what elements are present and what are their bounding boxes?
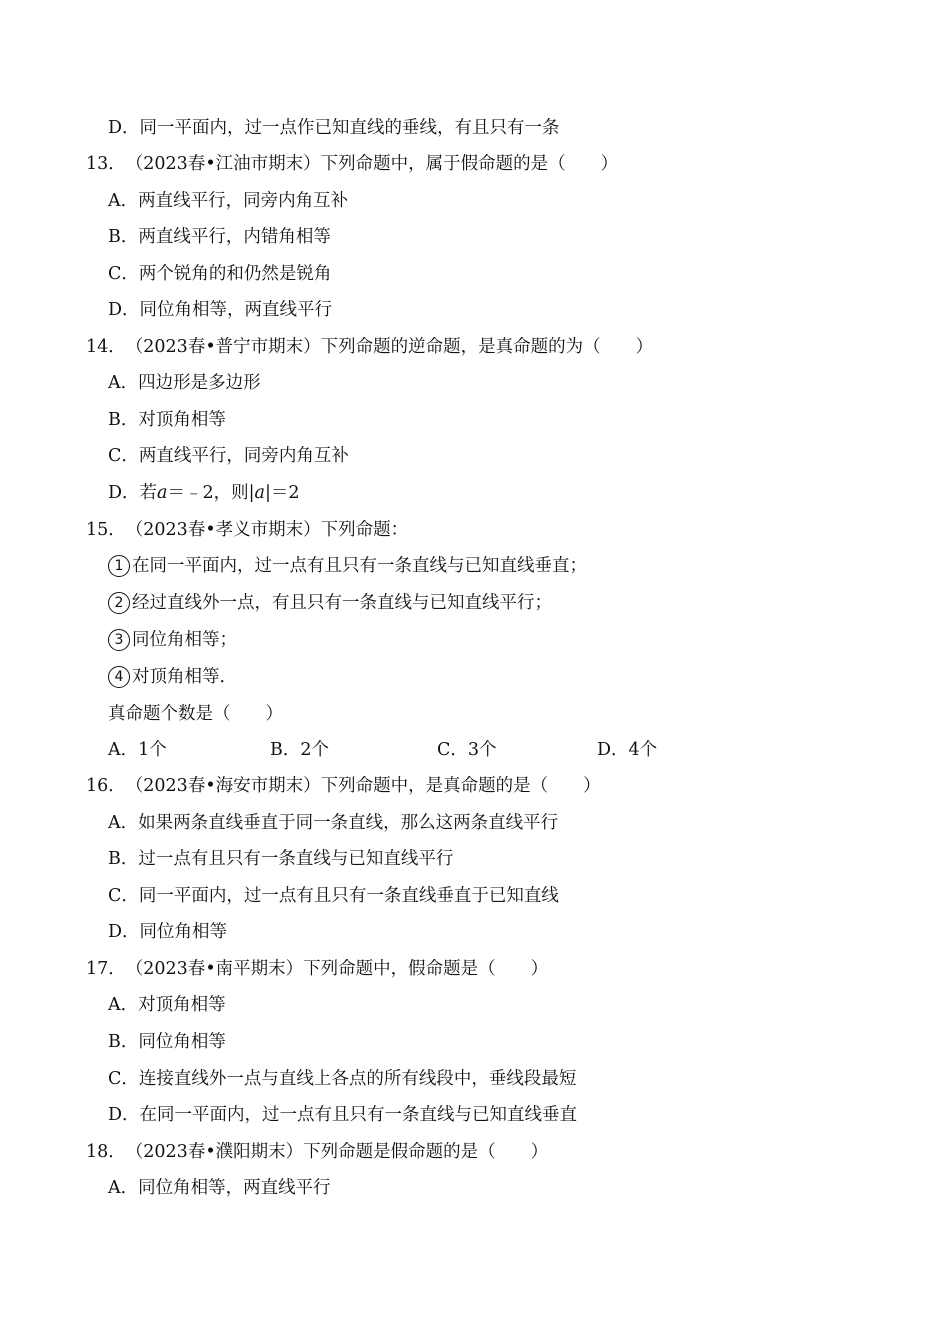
option-label: D． (108, 483, 140, 503)
question-14-stem (86, 335, 653, 359)
option-label: D． (108, 1105, 140, 1125)
q13-option-d (108, 298, 332, 322)
option-label: A． (108, 740, 139, 760)
option-text: 对顶角相等 (138, 995, 226, 1015)
option-label: A． (108, 995, 139, 1015)
option-label: C． (108, 1069, 139, 1089)
option-label: A． (108, 373, 139, 393)
q17-option-c (108, 1067, 576, 1091)
option-text: 若 (139, 483, 158, 503)
option-label: B． (108, 1032, 139, 1052)
circled-number: 3 (108, 629, 130, 651)
q17-option-a (108, 993, 226, 1017)
question-16-stem (86, 774, 601, 798)
option-text: 3个 (467, 740, 497, 760)
question-stem-text: （2023春•普宁市期末）下列命题的逆命题，是真命题的为（ ） (125, 337, 654, 357)
option-label: D． (108, 922, 140, 942)
option-text: 同位角相等，两直线平行 (139, 300, 333, 320)
q15-statement-2 (108, 591, 552, 615)
q14-option-c (108, 444, 349, 468)
q13-option-b (108, 225, 331, 249)
equation-part: |＝2 (264, 483, 300, 503)
q15-sub-stem (108, 702, 283, 726)
option-label: C． (108, 264, 139, 284)
question-stem-text: （2023春•江油市期末）下列命题中，属于假命题的是（ ） (125, 154, 619, 174)
option-text: 同位角相等，两直线平行 (138, 1178, 331, 1198)
question-17-stem (86, 957, 548, 981)
sub-stem-text: 真命题个数是（ ） (108, 704, 283, 724)
option-text: 如果两条直线垂直于同一条直线，那么这两条直线平行 (138, 813, 559, 833)
option-label: B． (108, 227, 139, 247)
statement-text: 经过直线外一点，有且只有一条直线与已知直线平行； (132, 593, 552, 613)
q15-statement-3 (108, 628, 237, 652)
q15-statement-4 (108, 665, 237, 689)
question-stem-text: （2023春•南平期末）下列命题中，假命题是（ ） (125, 959, 549, 979)
q15-statement-1 (108, 554, 587, 578)
q18-option-a (108, 1176, 331, 1200)
option-label: A． (108, 191, 139, 211)
option-text: 连接直线外一点与直线上各点的所有线段中，垂线段最短 (138, 1069, 577, 1089)
circled-number: 2 (108, 592, 130, 614)
question-number: 18． (86, 1142, 126, 1162)
question-number: 16． (86, 776, 126, 796)
option-d-prev (108, 116, 560, 140)
q16-option-b (108, 847, 453, 871)
question-15-stem (86, 518, 408, 542)
question-number: 17． (86, 959, 126, 979)
q15-option-a (108, 738, 167, 762)
option-text: 2个 (300, 740, 330, 760)
q17-option-b (108, 1030, 226, 1054)
option-text: 两直线平行，内错角相等 (138, 227, 331, 247)
option-label: D． (108, 118, 140, 138)
option-text: 两直线平行，同旁内角互补 (138, 191, 349, 211)
option-text: 同一平面内，过一点有且只有一条直线垂直于已知直线 (138, 886, 559, 906)
q13-option-c (108, 262, 331, 286)
option-label: A． (108, 1178, 139, 1198)
option-label: B． (108, 849, 139, 869)
option-label: D． (597, 740, 629, 760)
question-13-stem (86, 152, 618, 176)
option-text: 4个 (628, 740, 658, 760)
question-stem-text: （2023春•孝义市期末）下列命题： (125, 520, 409, 540)
option-text: 两个锐角的和仍然是锐角 (138, 264, 332, 284)
q16-option-a (108, 811, 558, 835)
q14-option-a (108, 371, 261, 395)
question-18-stem (86, 1140, 548, 1164)
q15-option-d (597, 738, 657, 762)
option-label: C． (108, 886, 139, 906)
question-number: 15． (86, 520, 126, 540)
option-label: B． (270, 740, 301, 760)
equation-part: ＝﹣2，则| (167, 483, 255, 503)
option-text: 在同一平面内，过一点有且只有一条直线与已知直线垂直 (139, 1105, 578, 1125)
variable-a: a (157, 483, 168, 503)
question-number: 13． (86, 154, 126, 174)
option-text: 同位角相等 (139, 922, 228, 942)
q13-option-a (108, 189, 348, 213)
option-text: 对顶角相等 (138, 410, 226, 430)
option-label: A． (108, 813, 139, 833)
q16-option-c (108, 884, 559, 908)
option-label: C． (108, 446, 139, 466)
option-text: 过一点有且只有一条直线与已知直线平行 (138, 849, 454, 869)
option-label: C． (437, 740, 468, 760)
option-text: 同一平面内，过一点作已知直线的垂线，有且只有一条 (139, 118, 560, 138)
option-label: B． (108, 410, 139, 430)
option-text: 同位角相等 (138, 1032, 226, 1052)
option-text: 四边形是多边形 (138, 373, 261, 393)
q15-option-b (270, 738, 329, 762)
statement-text: 对顶角相等． (132, 667, 237, 687)
option-label: D． (108, 300, 140, 320)
option-text: 1个 (138, 740, 167, 760)
statement-text: 同位角相等； (132, 630, 237, 650)
circled-number: 4 (108, 666, 130, 688)
question-stem-text: （2023春•海安市期末）下列命题中，是真命题的是（ ） (125, 776, 601, 796)
circled-number: 1 (108, 555, 130, 577)
q16-option-d (108, 920, 227, 944)
q17-option-d (108, 1103, 577, 1127)
variable-a: a (254, 483, 265, 503)
q14-option-b (108, 408, 226, 432)
question-number: 14． (86, 337, 126, 357)
q15-option-c (437, 738, 497, 762)
statement-text: 在同一平面内，过一点有且只有一条直线与已知直线垂直； (132, 556, 587, 576)
option-text: 两直线平行，同旁内角互补 (138, 446, 349, 466)
question-stem-text: （2023春•濮阳期末）下列命题是假命题的是（ ） (125, 1142, 549, 1162)
q14-option-d (108, 481, 299, 505)
